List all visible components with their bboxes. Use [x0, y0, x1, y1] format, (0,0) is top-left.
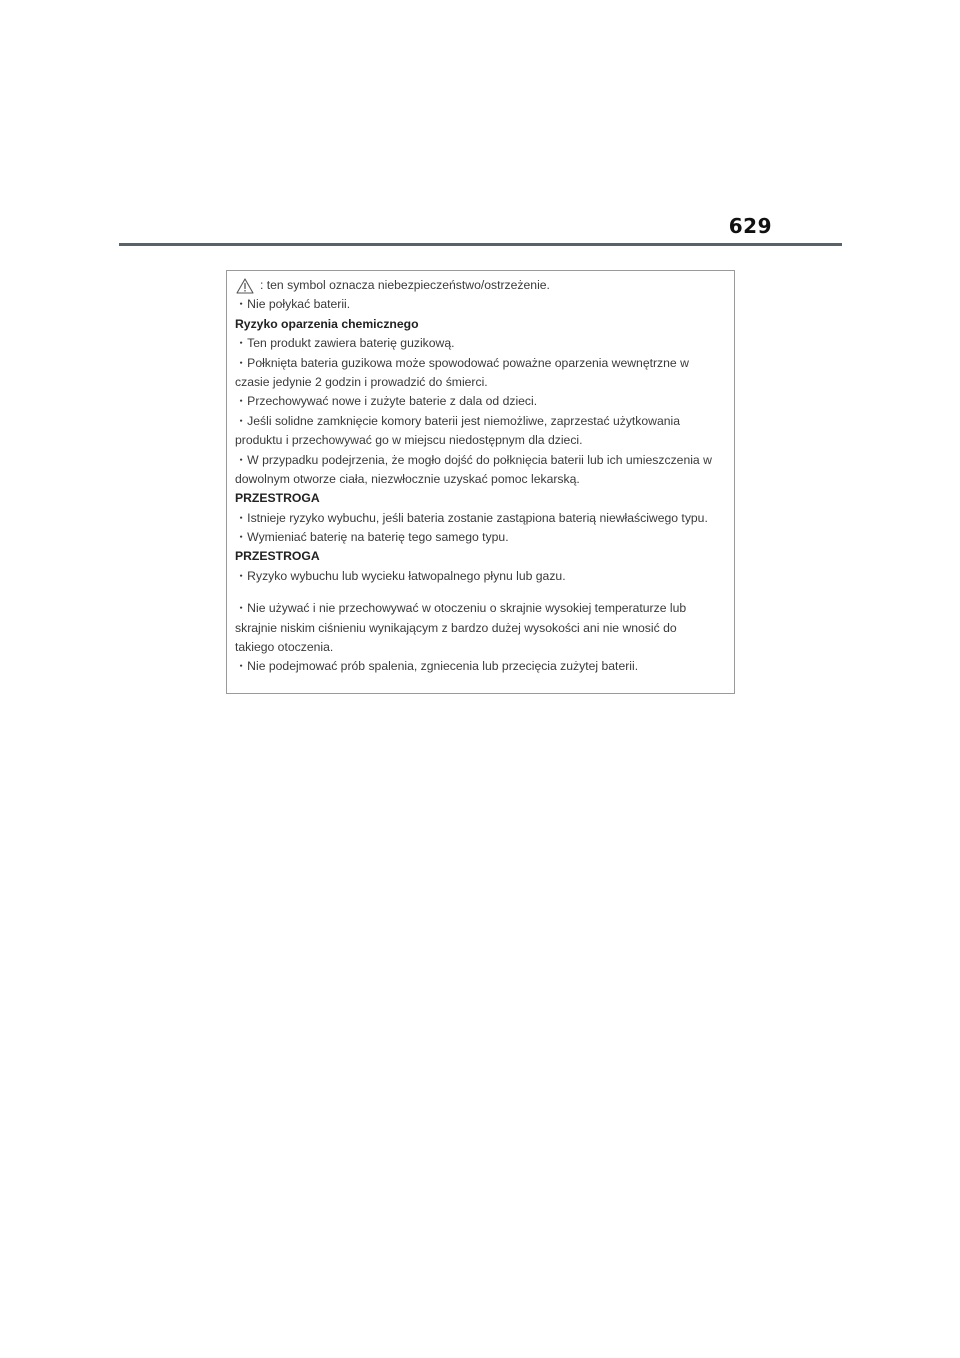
warning-line: produktu i przechowywać go w miejscu niedostępnym dla dzieci. [235, 433, 583, 448]
warning-line: skrajnie niskim ciśnieniu wynikającym z bardzo dużej wysokości ani nie wnosić do [235, 620, 677, 635]
warning-line: ・Przechowywać nowe i zużyte baterie z dala od dzieci. [235, 394, 538, 409]
warning-line: ・Połknięta bateria guzikowa może spowodować poważne oparzenia wewnętrzne w [235, 355, 689, 370]
page-number: 629 [728, 214, 772, 238]
warning-line: ・Nie podejmować prób spalenia, zgniecenia lub przecięcia zużytej baterii. [235, 659, 639, 674]
battery-warning-box [226, 270, 735, 694]
warning-line: ・W przypadku podejrzenia, że mogło dojść do połknięcia baterii lub ich umieszczenia w [235, 452, 712, 467]
warning-line: dowolnym otworze ciała, niezwłocznie uzyskać pomoc lekarską. [235, 471, 580, 486]
warning-triangle-icon [236, 278, 254, 294]
warning-line: ・Ten produkt zawiera baterię guzikową. [235, 336, 455, 351]
section-heading: PRZESTROGA [235, 491, 320, 506]
section-heading: PRZESTROGA [235, 549, 320, 564]
symbol-note-row [235, 276, 734, 295]
symbol-note-text: : ten symbol oznacza niebezpieczeństwo/ostrzeżenie. [260, 278, 550, 292]
warning-line: czasie jedynie 2 godzin i prowadzić do śmierci. [235, 374, 488, 389]
warning-line: ・Istnieje ryzyko wybuchu, jeśli bateria zostanie zastąpiona baterią niewłaściwego typu. [235, 510, 708, 525]
warning-line: takiego otoczenia. [235, 640, 334, 655]
warning-line: ・Nie używać i nie przechowywać w otoczeniu o skrajnie wysokiej temperaturze lub [235, 601, 687, 616]
header-rule [119, 243, 842, 246]
section-heading: Ryzyko oparzenia chemicznego [235, 316, 419, 331]
warning-line: ・Nie połykać baterii. [235, 297, 351, 312]
warning-line: ・Jeśli solidne zamknięcie komory baterii jest niemożliwe, zaprzestać użytkowania [235, 413, 681, 428]
warning-line: ・Wymieniać baterię na baterię tego samego typu. [235, 530, 509, 545]
warning-line: ・Ryzyko wybuchu lub wycieku łatwopalnego płynu lub gazu. [235, 568, 566, 583]
